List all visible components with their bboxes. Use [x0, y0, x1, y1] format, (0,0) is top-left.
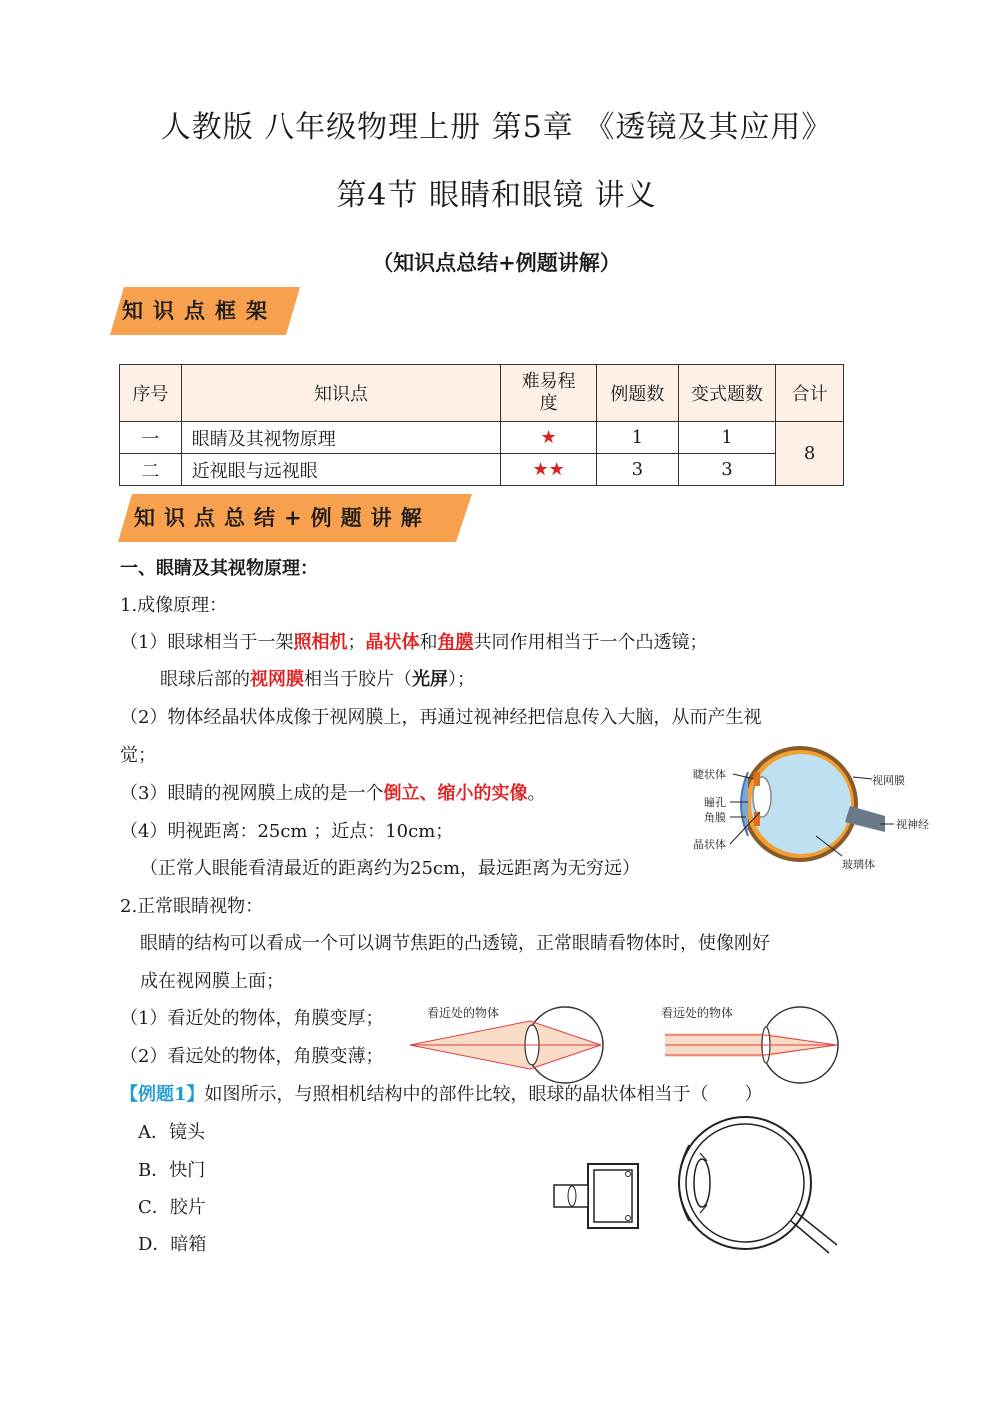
- header-cell: 例题数: [597, 365, 679, 422]
- highlight-text: 照相机: [293, 632, 348, 653]
- table-row: [120, 454, 844, 486]
- text-run: 眼球后部的: [160, 669, 250, 690]
- row-examples: 3: [597, 454, 679, 486]
- camera-lens-barrel: [554, 1185, 588, 1207]
- camera-diagram: [550, 1160, 642, 1232]
- table-row: [120, 422, 844, 454]
- text-run: ）；: [448, 669, 475, 690]
- framework-banner-label: 知识点框架: [122, 298, 277, 323]
- far-object-label: 看远处的物体: [661, 1006, 734, 1020]
- row-topic: 眼睛及其视物原理: [181, 422, 500, 454]
- row-index: 二: [120, 454, 182, 486]
- text-line: （正常人眼能看清最近的距离约为25cm，最远距离为无穷远）: [140, 858, 641, 879]
- eyeball-sketch: [655, 1113, 845, 1255]
- header-cell: 序号: [120, 365, 182, 422]
- text-line: （4）明视距离：25cm ；近点：10cm；: [120, 821, 454, 842]
- label-vitreous: 玻璃体: [842, 858, 875, 871]
- option-a[interactable]: A．镜头: [138, 1122, 205, 1143]
- highlight-text: 晶状体: [365, 632, 420, 653]
- row-variants: 1: [678, 422, 776, 454]
- text-run: 共同作用相当于一个凸透镜；: [473, 632, 708, 653]
- row-topic: 近视眼与远视眼: [181, 454, 500, 486]
- option-c[interactable]: C．胶片: [138, 1197, 206, 1218]
- section-heading: 一、眼睛及其视物原理：: [120, 558, 318, 579]
- example-tag: 【例题1】: [120, 1084, 205, 1105]
- label-retina: 视网膜: [872, 774, 905, 787]
- text-line: [120, 780, 545, 808]
- far-object-diagram: [655, 997, 845, 1089]
- example-question: [120, 1081, 763, 1109]
- text-run: 相当于胶片（: [304, 669, 412, 690]
- header-cell: 变式题数: [678, 365, 776, 422]
- text-line: [120, 629, 707, 657]
- header-cell: 知识点: [181, 365, 500, 422]
- cornea-outline: [679, 1145, 689, 1221]
- header-cell-text: 难易程度: [521, 371, 576, 414]
- text-line: （1）看近处的物体，角膜变厚；: [120, 1008, 384, 1029]
- ciliary-body-bottom: [754, 812, 760, 826]
- optic-nerve-line: [797, 1213, 837, 1245]
- header-cell: [501, 365, 597, 422]
- text-line: （2）看远处的物体，角膜变薄；: [120, 1046, 384, 1067]
- highlight-text: 倒立、缩小的实像: [383, 783, 528, 804]
- text-run: （3）眼睛的视网膜上成的是一个: [120, 783, 384, 804]
- text-line: 成在视网膜上面；: [140, 971, 284, 992]
- option-d[interactable]: D．暗箱: [138, 1234, 207, 1255]
- ciliary-body-top: [754, 772, 760, 786]
- example-question-text: 如图所示，与照相机结构中的部件比较，眼球的晶状体相当于（ ）: [204, 1084, 763, 1105]
- text-line: （2）物体经晶状体成像于视网膜上，再通过视神经把信息传入大脑，从而产生视: [120, 707, 762, 728]
- label-optic-nerve: 视神经: [896, 818, 929, 831]
- header-cell: 合计: [776, 365, 844, 422]
- bold-text: 光屏: [412, 669, 448, 690]
- option-b[interactable]: B．快门: [138, 1160, 206, 1181]
- framework-banner: [110, 287, 300, 335]
- text-run: （1）眼球相当于一架: [120, 632, 294, 653]
- summary-banner: [118, 494, 472, 542]
- row-variants: 3: [678, 454, 776, 486]
- near-object-label: 看近处的物体: [427, 1006, 500, 1020]
- label-cornea: 角膜: [704, 811, 726, 824]
- text-run: ；: [347, 632, 366, 653]
- lens-outline: [694, 1159, 710, 1207]
- optic-nerve-line: [791, 1221, 829, 1253]
- eye-anatomy-diagram: [690, 742, 945, 877]
- label-lens: 晶状体: [693, 838, 726, 851]
- table-header-row: [120, 365, 844, 422]
- row-difficulty: ★: [501, 422, 597, 454]
- near-object-diagram: [405, 997, 610, 1089]
- section-title: 第4节 眼睛和眼镜 讲义: [336, 178, 657, 213]
- sclera-outline: [679, 1117, 811, 1249]
- text-run: 。: [527, 783, 546, 804]
- paragraph-title: 1.成像原理：: [120, 595, 228, 616]
- highlight-text: 角膜: [437, 632, 474, 653]
- row-difficulty: ★★: [501, 454, 597, 486]
- text-line: [160, 666, 475, 694]
- knowledge-table: [119, 364, 844, 486]
- row-examples: 1: [597, 422, 679, 454]
- highlight-text: 视网膜: [250, 669, 304, 690]
- leader-line: [853, 777, 872, 779]
- text-line: 觉；: [120, 745, 156, 766]
- paragraph-title: 2.正常眼睛视物：: [120, 896, 264, 917]
- text-run: 和: [419, 632, 438, 653]
- label-pupil: 瞳孔: [704, 796, 726, 809]
- text-line: 眼睛的结构可以看成一个可以调节焦距的凸透镜，正常眼睛看物体时，使像刚好: [140, 933, 770, 954]
- row-index: 一: [120, 422, 182, 454]
- page-subtitle: （知识点总结+例题讲解）: [372, 250, 621, 275]
- row-total: 8: [776, 422, 844, 486]
- label-ciliary: 睫状体: [693, 768, 726, 781]
- page-title: 人教版 八年级物理上册 第5章 《透镜及其应用》: [160, 110, 833, 145]
- summary-banner-label: 知识点总结+例题讲解: [134, 505, 431, 530]
- choroid-outline: [686, 1124, 804, 1242]
